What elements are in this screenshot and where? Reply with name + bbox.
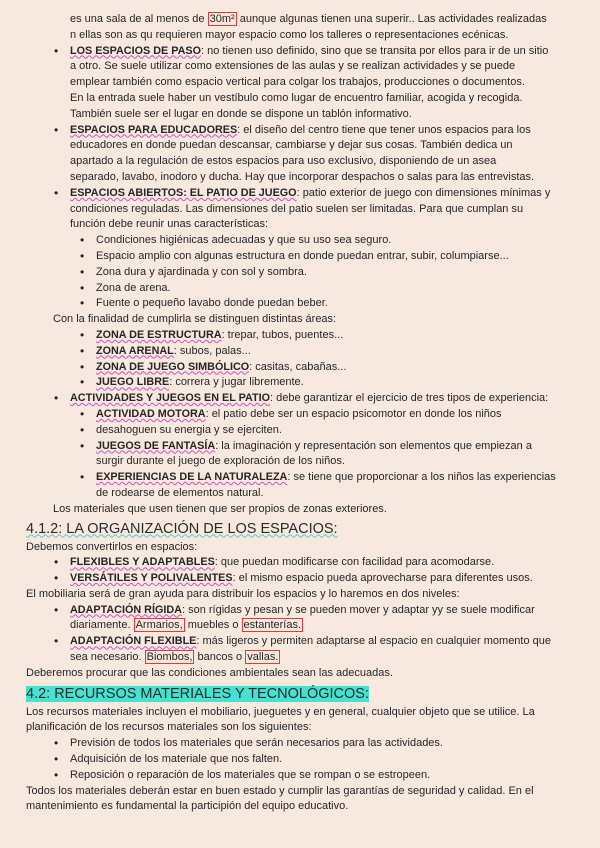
term: ESPACIOS PARA EDUCADORES bbox=[70, 123, 238, 136]
list-item: • FLEXIBLES Y ADAPTABLES: que puedan modificarse con facilidad para acomodarse. bbox=[26, 555, 574, 571]
sub-list-item: • EXPERIENCIAS DE LA NATURALEZA: se tiene que proporcionar a los niños las experiencias bbox=[26, 470, 574, 486]
list-item-line: También suele ser el lugar en donde se dispone un tablón informativo. bbox=[70, 107, 412, 120]
list-item-line: condiciones reguladas. Las dimensiones del patio suelen ser limitadas. Para que cumplan su bbox=[70, 202, 524, 215]
highlight-box: vallas. bbox=[247, 651, 279, 664]
highlighted-heading: 4.2: RECURSOS MATERIALES Y TECNOLÓGICOS: bbox=[26, 685, 369, 702]
term: ACTIVIDADES Y JUEGOS EN EL PATIO bbox=[70, 392, 270, 405]
paragraph: Con la finalidad de cumplirla se distinguen distintas áreas: bbox=[53, 313, 337, 326]
highlight-box: Armarios, bbox=[135, 619, 183, 632]
term: ZONA ARENAL bbox=[96, 344, 174, 357]
term: ADAPTACIÓN FLEXIBLE bbox=[70, 635, 197, 648]
term: ESPACIOS ABIERTOS: EL PATIO DE JUEGO bbox=[70, 186, 297, 199]
list-item: • Previsión de todos los materiales que serán necesarios para las actividades. bbox=[26, 736, 574, 752]
list-item: • Reposición o reparación de los materiales que se rompan o se estropeen. bbox=[26, 768, 574, 784]
term: EXPERIENCIAS DE LA NATURALEZA bbox=[96, 471, 288, 484]
list-item-line: separado, lavabo, inodoro y ducha. Hay que incorporar despachos o salas para las entrevistas. bbox=[70, 170, 535, 183]
list-item: • Adquisición de los materiale que nos falten. bbox=[26, 752, 574, 768]
paragraph: Debemos convertirlos en espacios: bbox=[26, 540, 198, 553]
term: ACTIVIDAD MOTORA bbox=[96, 407, 206, 420]
list-item-line: apartado a la regulación de estos espacios para uso exclusivo, disponiendo de un asea bbox=[70, 155, 497, 168]
term: ZONA DE ESTRUCTURA bbox=[96, 328, 222, 341]
paragraph: Todos los materiales deberán estar en buen estado y cumplir las garantías de seguridad y calidad. En el bbox=[26, 784, 534, 797]
paragraph: Los materiales que usen tienen que ser propios de zonas exteriores. bbox=[53, 502, 387, 515]
section-heading: 4.1.2: LA ORGANIZACIÓN DE LOS ESPACIOS: bbox=[26, 520, 338, 537]
list-item: • ESPACIOS ABIERTOS: EL PATIO DE JUEGO: patio exterior de juego con dimensiones mínimas y bbox=[26, 186, 574, 202]
section-heading bbox=[26, 685, 574, 703]
list-item-line: emplear también como espacio vertical para colgar los trabajos, producciones o documentos. bbox=[70, 76, 525, 89]
list-item-line: educadores en donde puedan descansar, cambiarse y dejar sus cosas. También dedica un bbox=[70, 139, 513, 152]
sub-list-item: • Condiciones higiénicas adecuadas y que su uso sea seguro. bbox=[26, 233, 574, 249]
paragraph: es una sala de al menos de 30m² aunque algunas tienen una superir.. Las actividades realizadas bbox=[70, 13, 547, 25]
sub-list-item-line: • desahoguen su energia y se ejerciten. bbox=[26, 423, 574, 439]
list-item-line: a otro. Se suele utilizar como extensiones de las aulas y se realizan actividades y se puede bbox=[70, 60, 516, 73]
list-item: • ACTIVIDADES Y JUEGOS EN EL PATIO: debe garantizar el ejercicio de tres tipos de experiencia: bbox=[26, 391, 574, 407]
sub-list-item: • ZONA DE JUEGO SIMBÓLICO: casitas, cabañas... bbox=[26, 360, 574, 376]
sub-list-item: • Zona dura y ajardinada y con sol y sombra. bbox=[26, 265, 574, 281]
highlight-box: estanterías. bbox=[243, 619, 302, 632]
sub-list-item: • JUEGO LIBRE: correra y jugar libremente. bbox=[26, 375, 574, 391]
paragraph: Deberemos procurar que las condiciones ambientales sean las adecuadas. bbox=[26, 666, 393, 679]
list-item: • ESPACIOS PARA EDUCADORES: el diseño del centro tiene que tener unos espacios para los bbox=[26, 123, 574, 139]
term: ADAPTACIÓN RÍGIDA bbox=[70, 603, 182, 616]
term: FLEXIBLES Y ADAPTABLES bbox=[70, 556, 215, 569]
highlight-box: Biombos, bbox=[146, 651, 193, 664]
list-item: • LOS ESPACIOS DE PASO: no tienen uso definido, sino que se transita por ellos para ir de un sitio bbox=[26, 44, 574, 60]
sub-list-item-line: surgir durante el juego de exploración de los niños. bbox=[96, 455, 345, 468]
sub-list-item: • Fuente o pequeño lavabo donde puedan beber. bbox=[26, 296, 574, 312]
term: JUEGOS DE FANTASÍA bbox=[96, 439, 216, 452]
sub-list-item-line: de rodearse de elementos natural. bbox=[96, 486, 264, 499]
list-item: • ADAPTACIÓN RÍGIDA: son rígidas y pesan y se pueden mover y adaptar yy se suele modificar bbox=[26, 603, 574, 619]
highlight-box: 30m² bbox=[209, 13, 235, 25]
paragraph: Los recursos materiales incluyen el mobiliario, jueguetes y en general, cualquier objeto que se utilice. La bbox=[26, 705, 535, 718]
paragraph: El mobiliaria será de gran ayuda para distribuir los espacios y lo haremos en dos niveles: bbox=[26, 587, 460, 600]
sub-list-item: • ACTIVIDAD MOTORA: el patio debe ser un espacio psicomotor en donde los niños bbox=[26, 407, 574, 423]
term: VERSÁTILES Y POLIVALENTES bbox=[70, 572, 233, 585]
paragraph: planificación de los recursos materiales son los siguientes: bbox=[26, 721, 312, 734]
term: JUEGO LIBRE bbox=[96, 376, 170, 389]
paragraph: mantenimiento es fundamental la participión del equipo educativo. bbox=[26, 800, 349, 813]
list-item-line: diariamente. Armarios, muebles o estanterías. bbox=[70, 619, 302, 632]
sub-list-item: • ZONA DE ESTRUCTURA: trepar, tubos, puentes... bbox=[26, 328, 574, 344]
sub-list-item: • Zona de arena. bbox=[26, 281, 574, 297]
list-item-line: sea necesario. Biombos, bancos o vallas. bbox=[70, 651, 279, 664]
sub-list-item: • JUEGOS DE FANTASÍA: la imaginación y representación son elementos que empiezan a bbox=[26, 439, 574, 455]
list-item: • VERSÁTILES Y POLIVALENTES: el mismo espacio pueda aprovecharse para diferentes usos. bbox=[26, 571, 574, 587]
term: ZONA DE JUEGO SIMBÓLICO bbox=[96, 360, 250, 373]
paragraph: n ellas son as qu requieren mayor espacio como los talleres o representaciones ecénicas. bbox=[70, 28, 509, 41]
list-item: • ADAPTACIÓN FLEXIBLE: más ligeros y permiten adaptarse al espacio en cualquier momento que bbox=[26, 634, 574, 650]
term: LOS ESPACIOS DE PASO bbox=[70, 44, 201, 57]
list-item-line: función debe reunir unas características: bbox=[70, 218, 269, 231]
list-item-line: En la entrada suele haber un vestíbulo como lugar de encuentro familiar, acogida y recogida. bbox=[70, 91, 523, 104]
sub-list-item: • Espacio amplio con algunas estructura en donde puedan entrar, subir, columpiarse... bbox=[26, 249, 574, 265]
sub-list-item: • ZONA ARENAL: subos, palas... bbox=[26, 344, 574, 360]
